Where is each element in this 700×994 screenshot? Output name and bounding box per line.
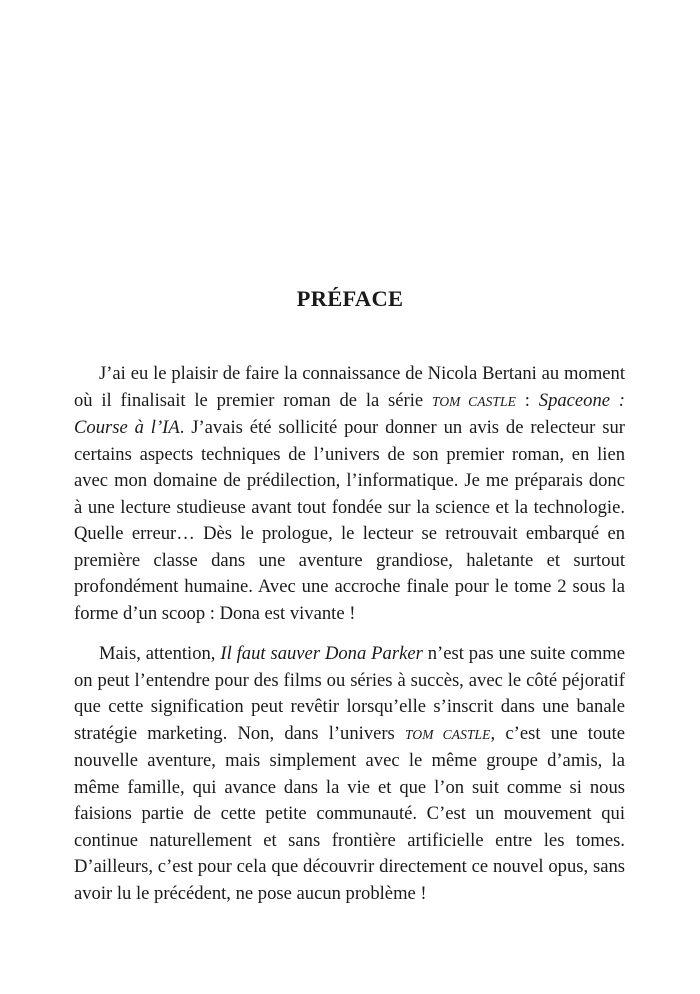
paragraph-1 — [74, 361, 625, 627]
paragraph-2-text: n’est pas une suite comme on peut l’entendre pour des films ou séries à succès, avec le côté péjoratif que cette signification peut revêtir lorsqu’elle s’inscrit dans une banale stratégie marketing. Non, dans l’univers — [74, 643, 625, 744]
paragraph-2-text: , c’est une toute nouvelle aventure, mais simplement avec le même groupe d’amis, la même famille, qui avance dans la vie et que l’on suit comme si nous faisions partie de cette petite communauté. C’est un mouvement qui continue naturellement et sans frontière artificielle entre les tomes. D’ailleurs, c’est pour cela que découvrir directement ce nouvel opus, sans avoir lu le précédent, ne pose aucun problème ! — [74, 722, 625, 904]
series-name: TOM CASTLE — [431, 393, 516, 409]
page-title: PRÉFACE — [296, 286, 404, 311]
series-name: TOM CASTLE — [405, 726, 491, 742]
book-title-2: Il faut sauver Dona Parker — [220, 643, 423, 664]
preface-body — [74, 361, 625, 907]
paragraph-1-text: J’ai eu le plaisir de faire la connaissance de Nicola Bertani au moment où il finalisait le premier roman de la série — [74, 363, 625, 411]
book-title-1: Spaceone : Course à l’IA — [74, 389, 625, 438]
paragraph-1-text: : — [516, 389, 539, 411]
paragraph-1-text: . J’avais été sollicité pour donner un avis de relecteur sur certains aspects techniques de l’univers de son premier roman, en lien avec mon domaine de prédilection, l’informatique. Je me préparais donc à une lecture studieuse avant tout fondée sur la science et la technologie. Quelle erreur… Dès le prologue, le lecteur se retrouvait embarqué en première classe dans une aventure grandiose, haletante et surtout profondément humaine. Avec une accroche finale pour le tome 2 sous la forme d’un scoop : Dona est vivante ! — [74, 417, 625, 624]
paragraph-2-text: Mais, attention, — [99, 643, 221, 664]
paragraph-2 — [74, 641, 625, 907]
